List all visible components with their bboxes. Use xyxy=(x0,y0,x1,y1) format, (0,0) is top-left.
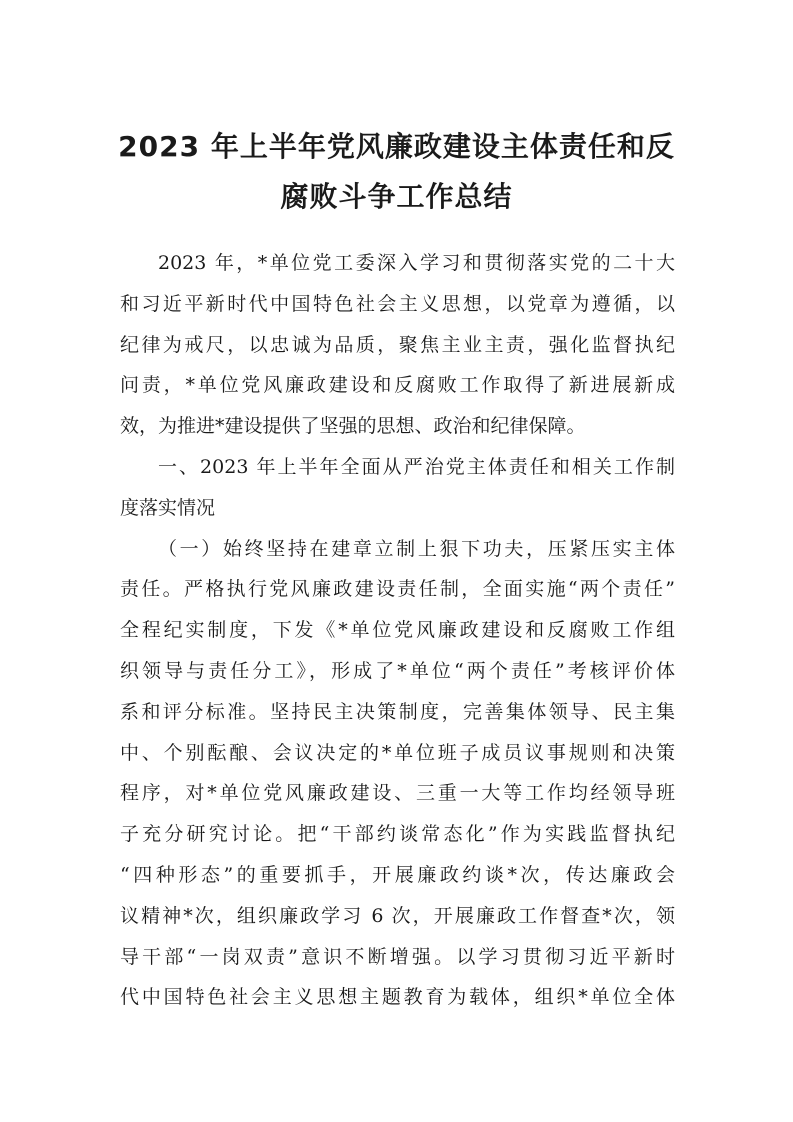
paragraph-line: 系和评分标准。坚持民主决策制度，完善集体领导、民主集 xyxy=(120,700,675,723)
paragraph-line: 2023 年，*单位党工委深入学习和贯彻落实党的二十大 xyxy=(158,252,675,274)
paragraph-line: 导干部“一岗双责”意识不断增强。以学习贯彻习近平新时 xyxy=(120,945,675,968)
paragraph-line: 子充分研究讨论。把“干部约谈常态化”作为实践监督执纪 xyxy=(120,823,675,846)
title-line-1: 2023 年上半年党风廉政建设主体责任和反 xyxy=(118,130,675,163)
paragraph-line: 代中国特色社会主义思想主题教育为载体，组织*单位全体 xyxy=(120,986,675,1009)
heading-line: 度落实情况 xyxy=(120,496,216,519)
paragraph-line: 中、个别酝酿、会议决定的*单位班子成员议事规则和决策 xyxy=(120,741,675,764)
paragraph-line: 议精神*次，组织廉政学习 6 次，开展廉政工作督查*次，领 xyxy=(120,904,675,927)
section-heading-1 xyxy=(120,447,675,529)
document-title xyxy=(100,122,693,222)
paragraph-line: 全程纪实制度，下发《*单位党风廉政建设和反腐败工作组 xyxy=(120,619,675,642)
paragraph-line: 程序，对*单位党风廉政建设、三重一大等工作均经领导班 xyxy=(120,782,675,805)
paragraph-line: （一）始终坚持在建章立制上狠下功夫，压紧压实主体 xyxy=(158,537,675,560)
paragraph-line: 责任。严格执行党风廉政建设责任制，全面实施“两个责任” xyxy=(120,578,675,601)
paragraph-line: 和习近平新时代中国特色社会主义思想，以党章为遵循，以 xyxy=(120,292,675,315)
paragraph-line: 效，为推进*建设提供了坚强的思想、政治和纪律保障。 xyxy=(120,415,586,438)
paragraph-line: 织领导与责任分工》，形成了*单位“两个责任”考核评价体 xyxy=(120,659,675,682)
heading-line: 一、2023 年上半年全面从严治党主体责任和相关工作制 xyxy=(158,455,675,478)
paragraph-line: 纪律为戒尺，以忠诚为品质，聚焦主业主责，强化监督执纪 xyxy=(120,333,675,356)
paragraph-intro xyxy=(120,243,675,447)
paragraph-subsection-1 xyxy=(120,529,675,1019)
title-line-2: 腐败斗争工作总结 xyxy=(280,180,513,213)
paragraph-line: “四种形态”的重要抓手，开展廉政约谈*次，传达廉政会 xyxy=(120,863,675,886)
paragraph-line: 问责，*单位党风廉政建设和反腐败工作取得了新进展新成 xyxy=(120,374,675,397)
document-body xyxy=(120,243,675,1018)
